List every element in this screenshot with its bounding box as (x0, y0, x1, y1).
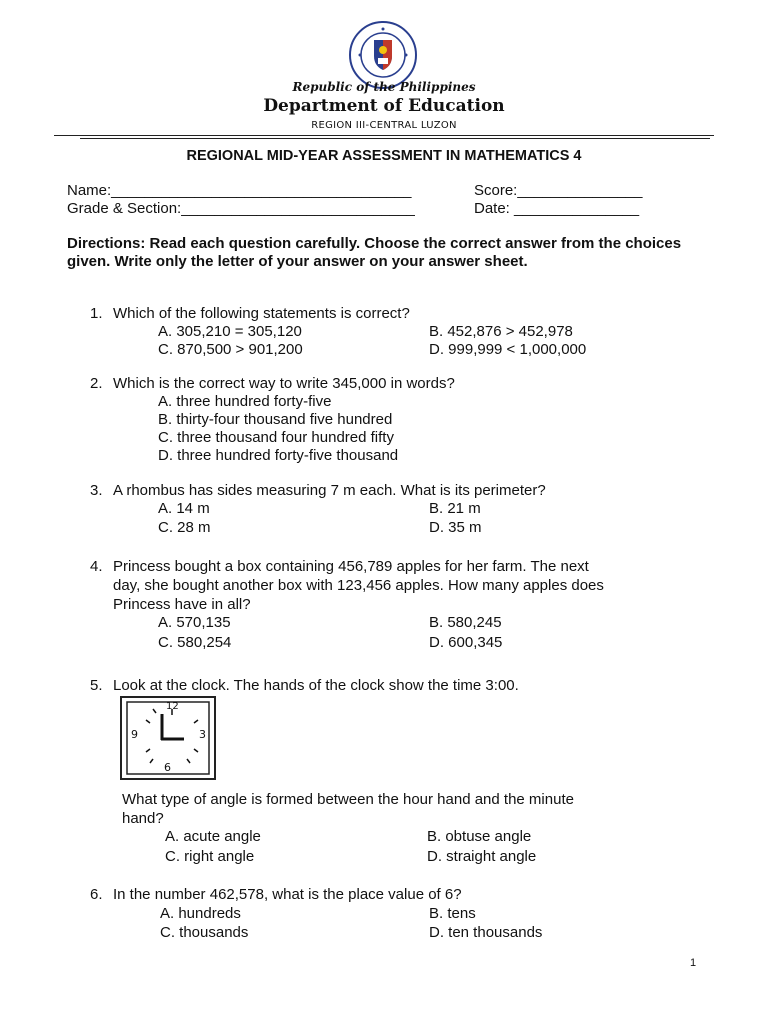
clock-illustration (120, 696, 216, 780)
question-text-line: hand? (122, 810, 164, 827)
choice-b[interactable]: B. thirty-four thousand five hundred (158, 411, 393, 428)
clock-label-9: 9 (131, 728, 138, 741)
clock-label-12: 12 (166, 701, 179, 712)
question-number: 2. (90, 375, 103, 392)
question-number: 1. (90, 305, 103, 322)
choice-a[interactable]: A. 14 m (158, 500, 210, 517)
document-title: REGIONAL MID-YEAR ASSESSMENT IN MATHEMATICS 4 (186, 148, 582, 164)
choice-d[interactable]: D. ten thousands (429, 924, 543, 941)
question-text-line: Princess have in all? (113, 596, 251, 613)
republic-heading: Republic of the Philippines (292, 80, 476, 94)
choice-a[interactable]: A. 570,135 (158, 614, 231, 631)
header-divider-secondary (80, 138, 710, 139)
choice-d[interactable]: D. 35 m (429, 519, 482, 536)
name-field[interactable]: Name:____________________________________ (67, 182, 412, 199)
choice-b[interactable]: B. tens (429, 905, 476, 922)
choice-b[interactable]: B. obtuse angle (427, 828, 532, 845)
choice-d[interactable]: D. three hundred forty-five thousand (158, 447, 399, 464)
score-field[interactable]: Score:_______________ (474, 182, 643, 199)
clock-label-6: 6 (164, 761, 171, 774)
directions: Directions: Read each question carefully. Choose the correct answer from the choices given. Write only the letter of your answer on your answer sheet. (67, 235, 682, 270)
question-text-line: What type of angle is formed between the hour hand and the minute (122, 791, 574, 808)
question-number: 4. (90, 558, 103, 575)
choice-a[interactable]: A. three hundred forty-five (158, 393, 332, 410)
header-divider (54, 135, 714, 136)
department-heading: Department of Education (263, 96, 505, 116)
date-field[interactable]: Date: _______________ (474, 200, 640, 217)
page-number: 1 (690, 957, 697, 969)
question-text-line: day, she bought another box with 123,456 apples. How many apples does (113, 577, 604, 594)
question-text: Which of the following statements is correct? (113, 305, 410, 322)
choice-d[interactable]: D. 999,999 < 1,000,000 (429, 341, 587, 358)
choice-c[interactable]: C. 870,500 > 901,200 (158, 341, 303, 358)
question-text: Look at the clock. The hands of the clock show the time 3:00. (113, 677, 519, 694)
choice-c[interactable]: C. right angle (165, 848, 255, 865)
question-text: In the number 462,578, what is the place value of 6? (113, 886, 462, 903)
question-text: Which is the correct way to write 345,000 in words? (113, 375, 455, 392)
choice-d[interactable]: D. 600,345 (429, 634, 503, 651)
choice-c[interactable]: C. three thousand four hundred fifty (158, 429, 394, 446)
question-number: 3. (90, 482, 103, 499)
choice-d[interactable]: D. straight angle (427, 848, 537, 865)
question-text-line: Princess bought a box containing 456,789 apples for her farm. The next (113, 558, 589, 575)
question-number: 5. (90, 677, 103, 694)
clock-label-3: 3 (199, 728, 206, 741)
choice-b[interactable]: B. 452,876 > 452,978 (429, 323, 573, 340)
question-text: A rhombus has sides measuring 7 m each. What is its perimeter? (113, 482, 546, 499)
choice-a[interactable]: A. acute angle (165, 828, 261, 845)
choice-b[interactable]: B. 21 m (429, 500, 481, 517)
choice-a[interactable]: A. 305,210 = 305,120 (158, 323, 302, 340)
choice-a[interactable]: A. hundreds (160, 905, 241, 922)
region-heading: REGION III-CENTRAL LUZON (311, 120, 457, 131)
choice-c[interactable]: C. 28 m (158, 519, 211, 536)
grade-section-field[interactable]: Grade & Section:____________________________ (67, 200, 415, 217)
choice-c[interactable]: C. 580,254 (158, 634, 232, 651)
choice-b[interactable]: B. 580,245 (429, 614, 502, 631)
question-number: 6. (90, 886, 103, 903)
choice-c[interactable]: C. thousands (160, 924, 249, 941)
